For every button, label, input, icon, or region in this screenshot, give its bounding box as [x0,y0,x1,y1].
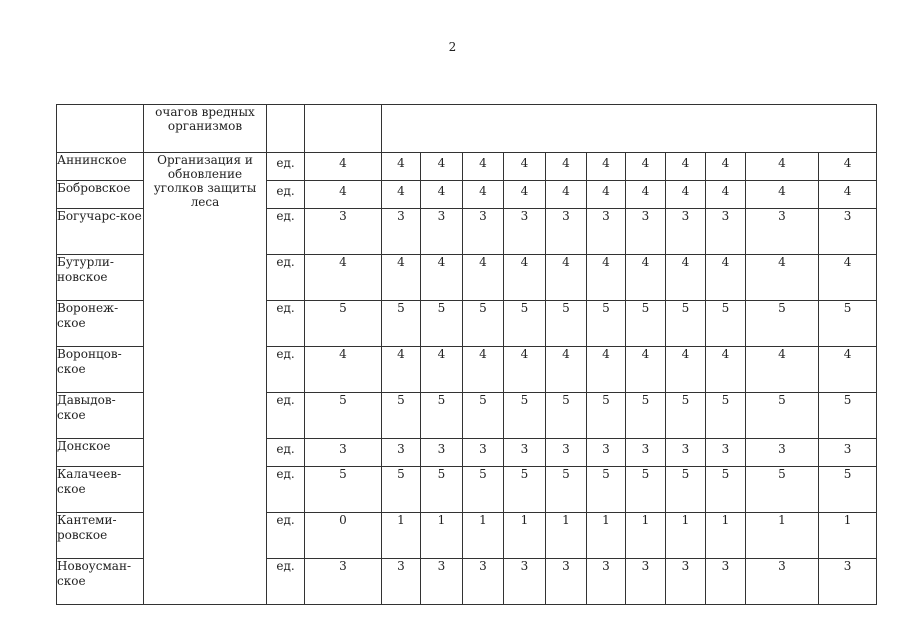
value-cell: 5 [746,467,819,513]
value-cell: 3 [706,209,746,255]
value-cell: 1 [746,513,819,559]
value-cell: 3 [746,209,819,255]
value-cell: 5 [546,301,587,347]
district-cell: Бутурли-новское [57,255,144,301]
value-cell: 5 [587,393,626,439]
value-cell: 5 [666,393,706,439]
value-cell: 3 [546,209,587,255]
data-table [56,104,877,605]
unit-cell: ед. [267,255,305,301]
value-cell: 4 [305,181,382,209]
value-cell: 3 [504,439,546,467]
value-cell: 4 [587,181,626,209]
value-cell: 5 [463,301,504,347]
value-cell: 5 [463,467,504,513]
value-cell: 3 [421,559,463,605]
value-cell: 4 [421,181,463,209]
value-cell: 4 [382,255,421,301]
value-cell: 4 [546,255,587,301]
unit-cell: ед. [267,393,305,439]
value-cell: 3 [626,439,666,467]
value-cell: 4 [421,153,463,181]
value-cell: 5 [421,467,463,513]
value-cell: 5 [305,467,382,513]
value-cell: 4 [666,347,706,393]
value-cell: 5 [421,301,463,347]
value-cell: 4 [819,255,877,301]
value-cell: 4 [746,153,819,181]
value-cell: 4 [463,153,504,181]
value-cell: 4 [666,181,706,209]
value-cell: 5 [546,393,587,439]
value-cell: 1 [706,513,746,559]
value-cell: 5 [382,393,421,439]
value-cell: 3 [382,209,421,255]
value-cell: 4 [504,347,546,393]
value-cell: 3 [746,439,819,467]
header-years-cell [382,105,877,153]
value-cell: 3 [626,209,666,255]
value-cell: 4 [819,153,877,181]
value-cell: 3 [305,439,382,467]
value-cell: 4 [305,255,382,301]
district-cell: Богучарс-кое [57,209,144,255]
value-cell: 3 [463,209,504,255]
unit-cell: ед. [267,439,305,467]
value-cell: 3 [666,439,706,467]
value-cell: 5 [626,467,666,513]
value-cell: 5 [305,393,382,439]
value-cell: 5 [587,301,626,347]
value-cell: 5 [706,467,746,513]
value-cell: 4 [587,347,626,393]
value-cell: 4 [626,347,666,393]
value-cell: 5 [666,301,706,347]
value-cell: 5 [746,301,819,347]
value-cell: 3 [587,559,626,605]
value-cell: 4 [546,347,587,393]
header-activity-cell: очагов вредных организмов [144,105,267,153]
value-cell: 3 [421,209,463,255]
value-cell: 3 [819,439,877,467]
value-cell: 5 [587,467,626,513]
value-cell: 4 [546,181,587,209]
unit-cell: ед. [267,153,305,181]
district-cell: Воронцов-ское [57,347,144,393]
value-cell: 4 [504,153,546,181]
value-cell: 3 [666,559,706,605]
value-cell: 3 [819,559,877,605]
value-cell: 5 [463,393,504,439]
value-cell: 4 [382,347,421,393]
value-cell: 0 [305,513,382,559]
value-cell: 5 [504,301,546,347]
value-cell: 5 [504,393,546,439]
value-cell: 4 [746,181,819,209]
page-number: 2 [448,40,457,54]
value-cell: 3 [382,559,421,605]
value-cell: 3 [305,559,382,605]
header-district-cell [57,105,144,153]
value-cell: 3 [706,559,746,605]
value-cell: 4 [626,255,666,301]
value-cell: 3 [463,439,504,467]
value-cell: 4 [666,255,706,301]
district-cell: Бобровское [57,181,144,209]
unit-cell: ед. [267,347,305,393]
district-cell: Аннинское [57,153,144,181]
value-cell: 4 [706,347,746,393]
value-cell: 4 [421,347,463,393]
value-cell: 3 [626,559,666,605]
value-cell: 3 [546,559,587,605]
value-cell: 4 [666,153,706,181]
value-cell: 3 [706,439,746,467]
activity-cell: Организация и обновление уголков защиты леса [144,153,267,605]
value-cell: 3 [587,209,626,255]
value-cell: 4 [746,255,819,301]
value-cell: 3 [504,559,546,605]
value-cell: 5 [819,393,877,439]
value-cell: 5 [626,301,666,347]
header-unit-cell [267,105,305,153]
value-cell: 5 [819,301,877,347]
value-cell: 1 [666,513,706,559]
value-cell: 5 [546,467,587,513]
value-cell: 3 [463,559,504,605]
value-cell: 3 [421,439,463,467]
unit-cell: ед. [267,301,305,347]
value-cell: 1 [626,513,666,559]
unit-cell: ед. [267,467,305,513]
value-cell: 4 [626,181,666,209]
unit-cell: ед. [267,181,305,209]
value-cell: 5 [421,393,463,439]
value-cell: 4 [746,347,819,393]
district-cell: Воронеж-ское [57,301,144,347]
value-cell: 4 [587,153,626,181]
value-cell: 4 [706,255,746,301]
header-row [57,105,877,153]
value-cell: 5 [626,393,666,439]
value-cell: 5 [706,393,746,439]
unit-cell: ед. [267,209,305,255]
value-cell: 5 [382,301,421,347]
value-cell: 5 [819,467,877,513]
value-cell: 4 [504,181,546,209]
value-cell: 4 [463,347,504,393]
value-cell: 4 [305,153,382,181]
value-cell: 4 [819,347,877,393]
value-cell: 3 [746,559,819,605]
value-cell: 1 [463,513,504,559]
table-row [57,153,877,181]
value-cell: 4 [382,153,421,181]
value-cell: 3 [587,439,626,467]
value-cell: 5 [382,467,421,513]
value-cell: 5 [746,393,819,439]
unit-cell: ед. [267,513,305,559]
value-cell: 3 [666,209,706,255]
district-cell: Калачеев-ское [57,467,144,513]
district-cell: Давыдов-ское [57,393,144,439]
value-cell: 5 [666,467,706,513]
value-cell: 3 [305,209,382,255]
value-cell: 4 [463,255,504,301]
value-cell: 1 [382,513,421,559]
value-cell: 1 [819,513,877,559]
value-cell: 3 [382,439,421,467]
value-cell: 4 [587,255,626,301]
district-cell: Кантеми-ровское [57,513,144,559]
header-value-cell [305,105,382,153]
value-cell: 4 [421,255,463,301]
value-cell: 5 [305,301,382,347]
value-cell: 5 [504,467,546,513]
value-cell: 4 [546,153,587,181]
value-cell: 3 [546,439,587,467]
value-cell: 4 [819,181,877,209]
district-cell: Донское [57,439,144,467]
value-cell: 1 [546,513,587,559]
value-cell: 4 [382,181,421,209]
value-cell: 1 [504,513,546,559]
value-cell: 3 [819,209,877,255]
value-cell: 1 [421,513,463,559]
value-cell: 3 [504,209,546,255]
value-cell: 4 [706,181,746,209]
value-cell: 5 [706,301,746,347]
unit-cell: ед. [267,559,305,605]
value-cell: 4 [463,181,504,209]
district-cell: Новоусман-ское [57,559,144,605]
value-cell: 4 [504,255,546,301]
value-cell: 1 [587,513,626,559]
value-cell: 4 [706,153,746,181]
value-cell: 4 [305,347,382,393]
value-cell: 4 [626,153,666,181]
